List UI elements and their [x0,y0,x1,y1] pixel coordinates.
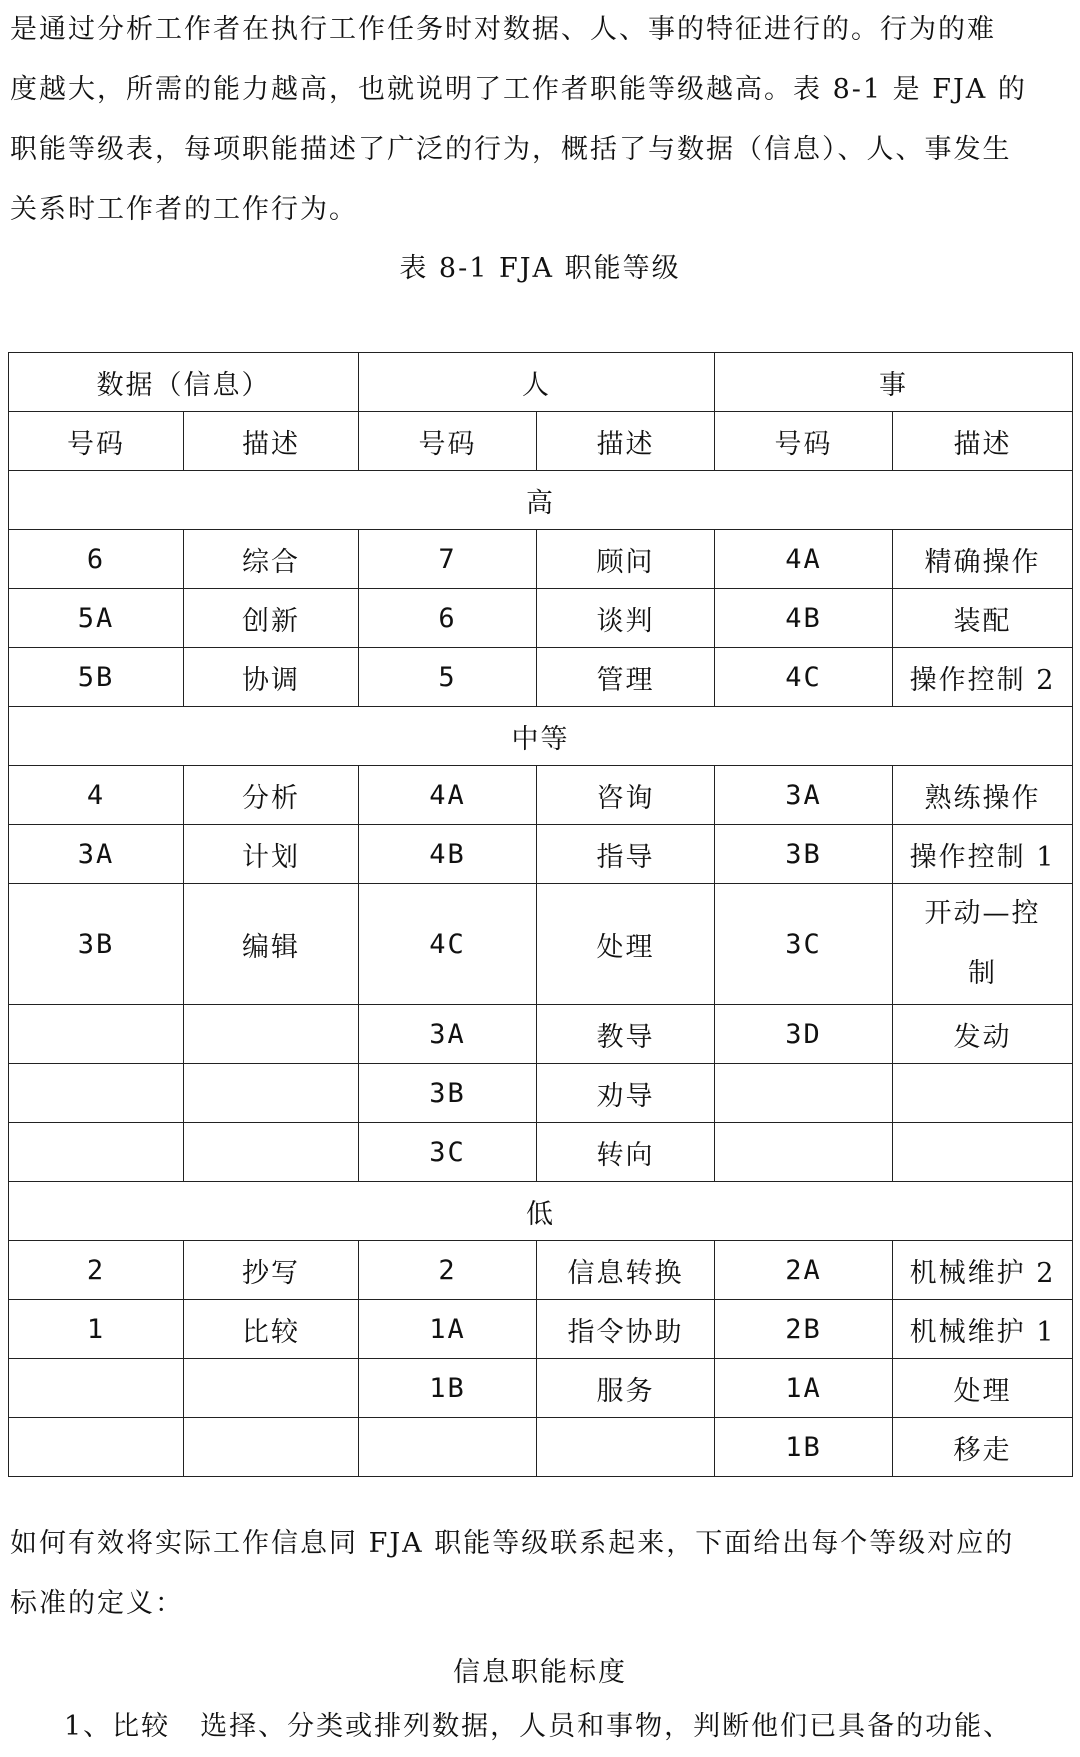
people-code-cell: 1B [359,1359,537,1418]
things-code-cell: 4C [715,648,893,707]
things-desc-cell [893,1064,1073,1123]
data-desc-cell: 综合 [184,530,359,589]
data-desc-cell [184,1123,359,1182]
people-code-cell: 7 [359,530,537,589]
table-header-groups [9,353,1073,412]
group-header-people: 人 [359,353,715,412]
table-row [9,1359,1073,1418]
people-desc-cell: 服务 [537,1359,715,1418]
definition-item-text: 选择、分类或排列数据，人员和事物，判断他们已具备的功能、 [200,1711,1013,1742]
data-desc-cell: 协调 [184,648,359,707]
things-desc-cell: 精确操作 [893,530,1073,589]
data-code-cell: 5A [9,589,184,648]
table-row [9,530,1073,589]
intro-paragraph [10,0,1072,240]
fja-function-level-table [8,352,1073,1477]
level-row-low [9,1182,1073,1241]
people-desc-cell: 信息转换 [537,1241,715,1300]
column-header-code: 号码 [715,412,893,471]
intro-line: 职能等级表，每项职能描述了广泛的行为，概括了与数据（信息）、人、事发生 [10,134,1012,165]
data-desc-cell: 比较 [184,1300,359,1359]
things-desc-cell: 处理 [893,1359,1073,1418]
column-header-description: 描述 [537,412,715,471]
people-code-cell: 4C [359,884,537,1005]
data-desc-cell: 计划 [184,825,359,884]
people-code-cell: 4B [359,825,537,884]
data-code-cell: 5B [9,648,184,707]
things-code-cell: 3D [715,1005,893,1064]
things-code-cell: 2B [715,1300,893,1359]
column-header-code: 号码 [359,412,537,471]
data-code-cell: 6 [9,530,184,589]
data-code-cell [9,1418,184,1477]
table-caption: 表 8-1 FJA 职能等级 [399,253,681,284]
things-desc-cell: 操作控制 1 [893,825,1073,884]
things-code-cell: 2A [715,1241,893,1300]
people-code-cell: 5 [359,648,537,707]
things-code-cell: 3C [715,884,893,1005]
people-code-cell: 3A [359,1005,537,1064]
things-desc-cell [893,884,1073,1005]
level-label-low: 低 [9,1182,1073,1241]
things-code-cell: 4B [715,589,893,648]
after-table-paragraph [10,1514,1072,1634]
things-desc-cell: 操作控制 2 [893,648,1073,707]
things-code-cell [715,1064,893,1123]
intro-line: 是通过分析工作者在执行工作任务时对数据、人、事的特征进行的。行为的难 [10,14,996,45]
people-desc-cell: 管理 [537,648,715,707]
table-row [9,1064,1073,1123]
after-line: 如何有效将实际工作信息同 FJA 职能等级联系起来，下面给出每个等级对应的 [10,1528,1015,1559]
people-desc-cell: 劝导 [537,1064,715,1123]
level-row-medium [9,707,1073,766]
intro-line: 关系时工作者的工作行为。 [10,194,358,225]
table-row [9,825,1073,884]
things-desc-cell: 熟练操作 [893,766,1073,825]
things-code-cell [715,1123,893,1182]
intro-line: 度越大，所需的能力越高，也就说明了工作者职能等级越高。表 8-1 是 FJA 的 [10,74,1027,105]
data-desc-cell [184,1359,359,1418]
things-desc-cell [893,1123,1073,1182]
things-desc-text: 开动—控制 [924,898,1041,989]
people-desc-cell: 教导 [537,1005,715,1064]
section-title: 信息职能标度 [453,1657,627,1688]
people-desc-cell: 处理 [537,884,715,1005]
things-desc-cell: 发动 [893,1005,1073,1064]
table-header-columns [9,412,1073,471]
table-row [9,1300,1073,1359]
table-row [9,1005,1073,1064]
data-desc-cell: 编辑 [184,884,359,1005]
table-row [9,1123,1073,1182]
people-desc-cell: 指令协助 [537,1300,715,1359]
people-desc-cell: 咨询 [537,766,715,825]
data-desc-cell [184,1064,359,1123]
people-code-cell: 1A [359,1300,537,1359]
definition-item-label: 1、比较 [64,1711,171,1742]
people-code-cell: 3B [359,1064,537,1123]
column-header-code: 号码 [9,412,184,471]
table-row [9,1418,1073,1477]
group-header-things: 事 [715,353,1073,412]
people-code-cell: 4A [359,766,537,825]
data-desc-cell: 分析 [184,766,359,825]
things-code-cell: 4A [715,530,893,589]
people-code-cell: 2 [359,1241,537,1300]
people-code-cell [359,1418,537,1477]
data-code-cell [9,1359,184,1418]
data-code-cell [9,1005,184,1064]
data-desc-cell: 抄写 [184,1241,359,1300]
group-header-data: 数据（信息） [9,353,359,412]
data-code-cell: 2 [9,1241,184,1300]
people-code-cell: 6 [359,589,537,648]
things-desc-cell: 装配 [893,589,1073,648]
level-label-medium: 中等 [9,707,1073,766]
people-desc-cell [537,1418,715,1477]
people-desc-cell: 顾问 [537,530,715,589]
things-desc-cell: 机械维护 1 [893,1300,1073,1359]
things-code-cell: 3B [715,825,893,884]
things-code-cell: 3A [715,766,893,825]
data-code-cell: 3B [9,884,184,1005]
level-row-high [9,471,1073,530]
things-code-cell: 1A [715,1359,893,1418]
column-header-description: 描述 [184,412,359,471]
things-desc-cell: 移走 [893,1418,1073,1477]
table-row [9,648,1073,707]
data-desc-cell [184,1418,359,1477]
data-desc-cell [184,1005,359,1064]
data-code-cell [9,1064,184,1123]
data-code-cell [9,1123,184,1182]
definition-item-1 [64,1697,1074,1757]
data-desc-cell: 创新 [184,589,359,648]
things-desc-cell: 机械维护 2 [893,1241,1073,1300]
level-label-high: 高 [9,471,1073,530]
data-code-cell: 3A [9,825,184,884]
data-code-cell: 4 [9,766,184,825]
data-code-cell: 1 [9,1300,184,1359]
things-code-cell: 1B [715,1418,893,1477]
people-desc-cell: 转向 [537,1123,715,1182]
people-code-cell: 3C [359,1123,537,1182]
people-desc-cell: 谈判 [537,589,715,648]
table-row [9,589,1073,648]
column-header-description: 描述 [893,412,1073,471]
after-line: 标准的定义： [10,1588,184,1619]
table-row [9,1241,1073,1300]
table-row [9,766,1073,825]
table-row [9,884,1073,1005]
people-desc-cell: 指导 [537,825,715,884]
